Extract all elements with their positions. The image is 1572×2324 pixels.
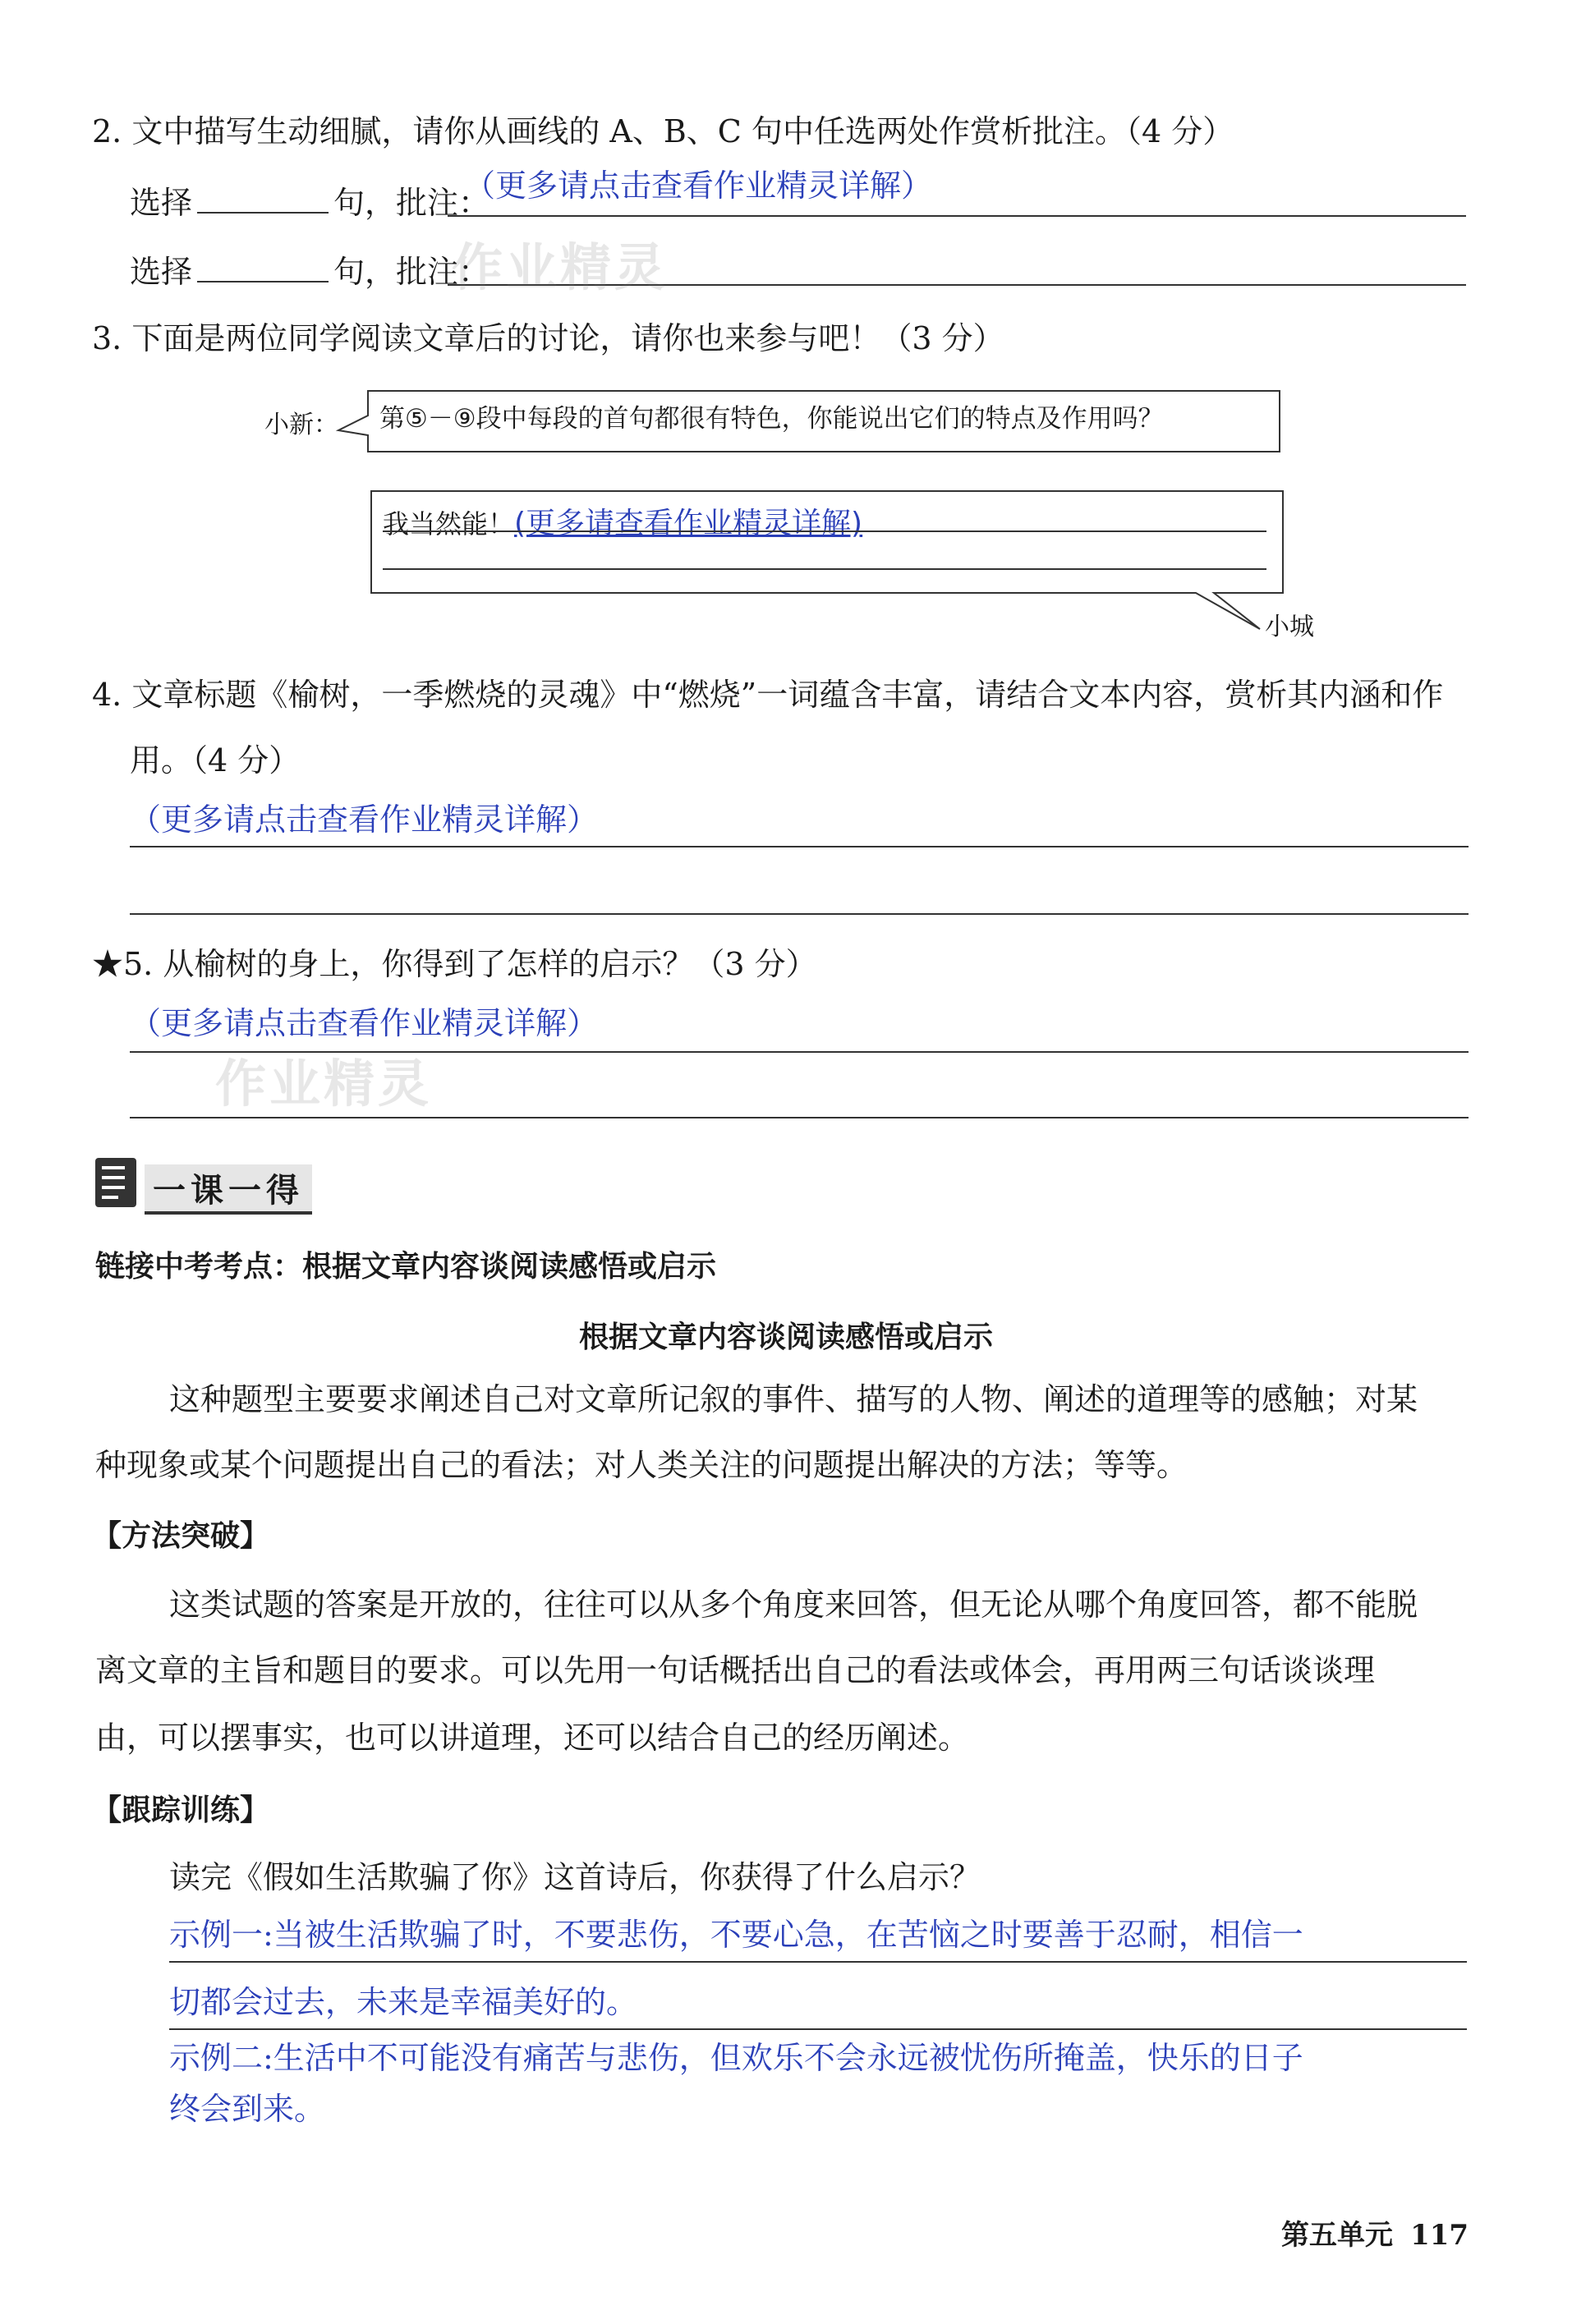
- q2-row2-suffix: 句，批注：: [333, 254, 490, 290]
- q3-speaker1: 小新：: [264, 411, 338, 439]
- q2-row1-blank[interactable]: [197, 182, 329, 214]
- example1-line2: 切都会过去，未来是幸福美好的。: [169, 1984, 638, 2020]
- q2-row1-line: [448, 215, 1466, 217]
- link-point: 链接中考考点：根据文章内容谈阅读感悟或启示: [95, 1250, 717, 1284]
- q2-row2-prefix: 选择: [130, 254, 193, 290]
- intro-line1: 这种题型主要要求阐述自己对文章所记叙的事件、描写的人物、阐述的道理等的感触；对某: [169, 1381, 1418, 1417]
- training-heading: 【跟踪训练】: [92, 1794, 270, 1827]
- q4-answer-link[interactable]: （更多请点击查看作业精灵详解）: [130, 801, 599, 838]
- footer: [1281, 2212, 1469, 2253]
- footer-page: 117: [1410, 2219, 1469, 2252]
- q4-text-line2: 用。（4 分）: [130, 742, 301, 778]
- center-title: 根据文章内容谈阅读感悟或启示: [578, 1320, 993, 1354]
- watermark-1: 作业精灵: [452, 237, 669, 297]
- q3-answer-link[interactable]: (更多请查看作业精灵详解): [514, 507, 863, 540]
- q3-reply: [383, 504, 862, 544]
- q3-reply-line2: [383, 568, 1266, 570]
- example2-line1: 示例二:生活中不可能没有痛苦与悲伤，但欢乐不会永远被忧伤所掩盖，快乐的日子: [169, 2040, 1303, 2076]
- section-title: 一课一得: [145, 1164, 312, 1215]
- q2-answer-link[interactable]: （更多请点击查看作业精灵详解）: [464, 168, 933, 204]
- training-question: 读完《假如生活欺骗了你》这首诗后，你获得了什么启示？: [169, 1859, 981, 1895]
- notebook-icon: [95, 1158, 136, 1207]
- q3-text: 3. 下面是两位同学阅读文章后的讨论，请你也来参与吧！（3 分）: [92, 320, 1004, 356]
- method-line2: 离文章的主旨和题目的要求。可以先用一句话概括出自己的看法或体会，再用两三句话谈谈理: [95, 1652, 1376, 1688]
- q3-reply-prefix: 我当然能！: [383, 508, 515, 540]
- q5-text: ★5. 从榆树的身上，你得到了怎样的启示？（3 分）: [92, 946, 817, 982]
- q2-text: 2. 文中描写生动细腻，请你从画线的 A、B、C 句中任选两处作赏析批注。（4 分）: [92, 113, 1234, 149]
- q3-reply-line1: [383, 530, 1266, 532]
- example1-underline2: [169, 2028, 1467, 2030]
- example1-underline: [169, 1961, 1467, 1963]
- q5-answer-link[interactable]: （更多请点击查看作业精灵详解）: [130, 1005, 599, 1041]
- q4-line2: [130, 913, 1469, 915]
- q4-line1: [130, 846, 1469, 847]
- intro-line2: 种现象或某个问题提出自己的看法；对人类关注的问题提出解决的方法；等等。: [95, 1447, 1188, 1483]
- example2-line2: 终会到来。: [169, 2091, 326, 2127]
- method-heading: 【方法突破】: [92, 1519, 270, 1553]
- footer-unit: 第五单元: [1281, 2219, 1393, 2252]
- q4-text-line1: 4. 文章标题《榆树，一季燃烧的灵魂》中“燃烧”一词蕴含丰富，请结合文本内容，赏析其内涵和作: [92, 677, 1444, 713]
- q5-line2: [130, 1117, 1469, 1118]
- method-line1: 这类试题的答案是开放的，往往可以从多个角度来回答，但无论从哪个角度回答，都不能脱: [169, 1587, 1418, 1623]
- example1-line1: 示例一:当被生活欺骗了时，不要悲伤，不要心急，在苦恼之时要善于忍耐，相信一: [169, 1917, 1303, 1953]
- q3-bubble1-text: 第⑤－⑨段中每段的首句都很有特色，你能说出它们的特点及作用吗？: [379, 404, 1164, 434]
- q2-row1-suffix: 句，批注：: [333, 185, 490, 221]
- watermark-2: 作业精灵: [215, 1054, 433, 1114]
- q2-row2: [130, 251, 490, 292]
- q2-row1: [130, 182, 490, 223]
- q3-speaker2: 小城: [1265, 613, 1314, 641]
- method-line3: 由，可以摆事实，也可以讲道理，还可以结合自己的经历阐述。: [95, 1720, 970, 1756]
- q2-row2-blank[interactable]: [197, 251, 329, 282]
- q2-row1-prefix: 选择: [130, 185, 193, 221]
